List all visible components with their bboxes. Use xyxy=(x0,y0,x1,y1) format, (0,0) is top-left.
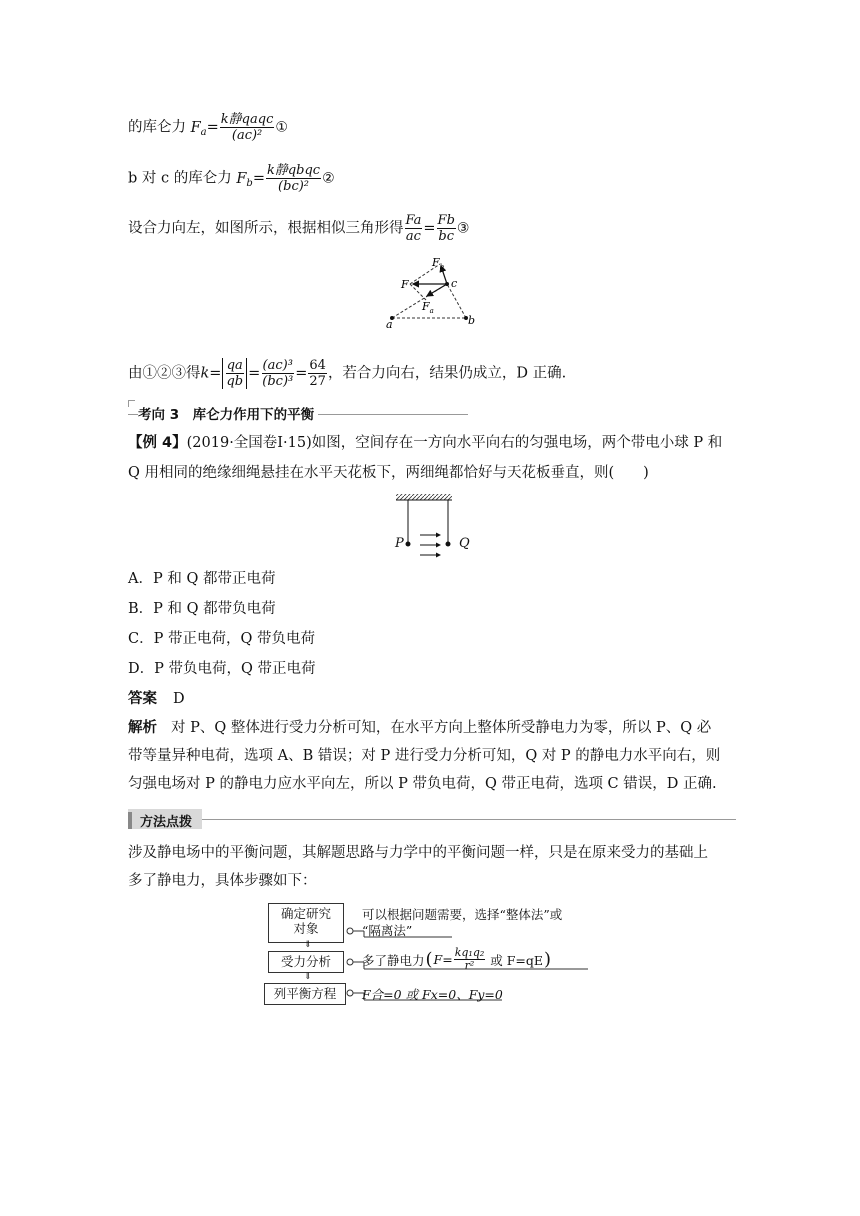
step3-note: F合=0 或 Fx=0、Fy=0 xyxy=(362,987,503,1002)
option-d: D．P 带负电荷，Q 带正电荷 xyxy=(128,661,316,677)
method-line-1: 涉及静电场中的平衡问题，其解题思路与力学中的平衡问题一样，只是在原来受力的基础上 xyxy=(128,845,708,861)
label-fa: $F_a$ xyxy=(422,300,434,315)
step-box-2: 受力分析 xyxy=(268,951,344,973)
example-tag: 【例 4】 xyxy=(128,435,187,451)
answer-label: 答案 xyxy=(128,691,157,707)
force-symbol: $F_b$ xyxy=(236,170,253,189)
ball-p xyxy=(406,542,411,547)
section-heading xyxy=(128,400,468,423)
label-q: Q xyxy=(459,536,470,551)
label-b: b xyxy=(468,314,476,327)
section-title: 考向 3 库仑力作用下的平衡 xyxy=(138,403,318,423)
method-header xyxy=(128,809,736,829)
label-a: a xyxy=(386,318,393,330)
analysis-block xyxy=(128,714,738,798)
coulomb-fraction-b: $\frac{\text{k静qbqc}}{\text{(bc)²}}$ xyxy=(266,163,321,194)
label-c: c xyxy=(451,277,458,290)
value-fraction: $\frac{64}{27}$ xyxy=(309,358,326,389)
fa-arrow xyxy=(427,284,447,296)
step2-note: 多了静电力 ( F= $\frac{\text{kq₁q₂}}{\text{r²}}$ 或 F=qE ) xyxy=(362,946,552,972)
ball-q xyxy=(446,542,451,547)
label-fb: $F_b$ xyxy=(432,256,445,271)
option-a: A．P 和 Q 都带正电荷 xyxy=(128,571,276,587)
parallelogram-dashed xyxy=(410,284,426,300)
force-triangle-diagram xyxy=(380,252,490,330)
label-f: F xyxy=(401,278,409,291)
formula-line-1: 的库仑力 $F_a=$ $\frac{\text{k静qaqc}}{\text{(ac)²}}$ ① xyxy=(128,112,288,143)
label-p: P xyxy=(395,536,404,551)
flow-arrow-2: ⇓ xyxy=(304,972,312,982)
ratio-fraction-b: $\frac{Fb}{bc}$ xyxy=(437,213,455,244)
method-title: 方法点拨 xyxy=(140,815,193,830)
result-line: 由①②③得k= $\frac{qa}{qb}$ = $\frac{\text{(ac)³}}{\text{(bc)³}}$ = $\frac{64}{27}$ ，若合力向右，结果仍成立，D 正确. xyxy=(128,358,567,389)
option-b: B．P 和 Q 都带负电荷 xyxy=(128,601,276,617)
formula-line-2: b 对 c 的库仑力 $F_b=$ $\frac{\text{k静qbqc}}{\text{(bc)²}}$ ② xyxy=(128,163,335,194)
step1-note-2: “隔离法” xyxy=(362,923,413,938)
hanging-charges-diagram xyxy=(392,492,482,562)
analysis-line-1: 解析 对 P、Q 整体进行受力分析可知，在水平方向上整体所受静电力为零，所以 P、Q 必 xyxy=(128,720,712,736)
answer-line xyxy=(128,689,185,709)
coulomb-law-fraction: $\frac{\text{kq₁q₂}}{\text{r²}}$ xyxy=(454,946,485,972)
charge-c xyxy=(445,282,449,286)
flow-arrow-1: ⇓ xyxy=(304,940,312,950)
example-line-1: 【例 4】(2019·全国卷Ⅰ·15)如图，空间存在一方向水平向右的匀强电场，两个带电小球 P 和 xyxy=(128,435,723,451)
ratio-fraction-a: $\frac{Fa}{ac}$ xyxy=(405,213,422,244)
cube-fraction: $\frac{\text{(ac)³}}{\text{(bc)³}}$ xyxy=(262,358,294,389)
step1-note-1: 可以根据问题需要，选择“整体法”或 xyxy=(362,907,563,922)
step-box-1: 确定研究对象 xyxy=(268,903,344,943)
analysis-line-3: 匀强电场对 P 的静电力应水平向左，所以 P 带负电荷，Q 带正电荷，选项 C 错误，D 正确. xyxy=(128,776,717,792)
analysis-line-2: 带等量异种电荷，选项 A、B 错误；对 P 进行受力分析可知，Q 对 P 的静电力水平向右，则 xyxy=(128,748,721,764)
answer-value: D xyxy=(173,691,185,707)
method-paragraph xyxy=(128,839,738,895)
example-line-2: Q 用相同的绝缘细绳悬挂在水平天花板下，两细绳都恰好与天花板垂直，则( ) xyxy=(128,465,649,481)
formula-line-3: 设合力向左，如图所示，根据相似三角形得 $\frac{Fa}{ac}$ = $\frac{Fb}{bc}$ ③ xyxy=(128,213,470,244)
abs-fraction: $\frac{qa}{qb}$ xyxy=(222,358,247,389)
step-box-3: 列平衡方程 xyxy=(264,983,346,1005)
ceiling xyxy=(396,494,452,500)
option-c: C．P 带正电荷，Q 带负电荷 xyxy=(128,631,315,647)
method-line-2: 多了静电力，具体步骤如下： xyxy=(128,873,317,889)
coulomb-fraction-a: $\frac{\text{k静qaqc}}{\text{(ac)²}}$ xyxy=(220,112,274,143)
force-symbol: $F_a$ xyxy=(190,119,207,138)
